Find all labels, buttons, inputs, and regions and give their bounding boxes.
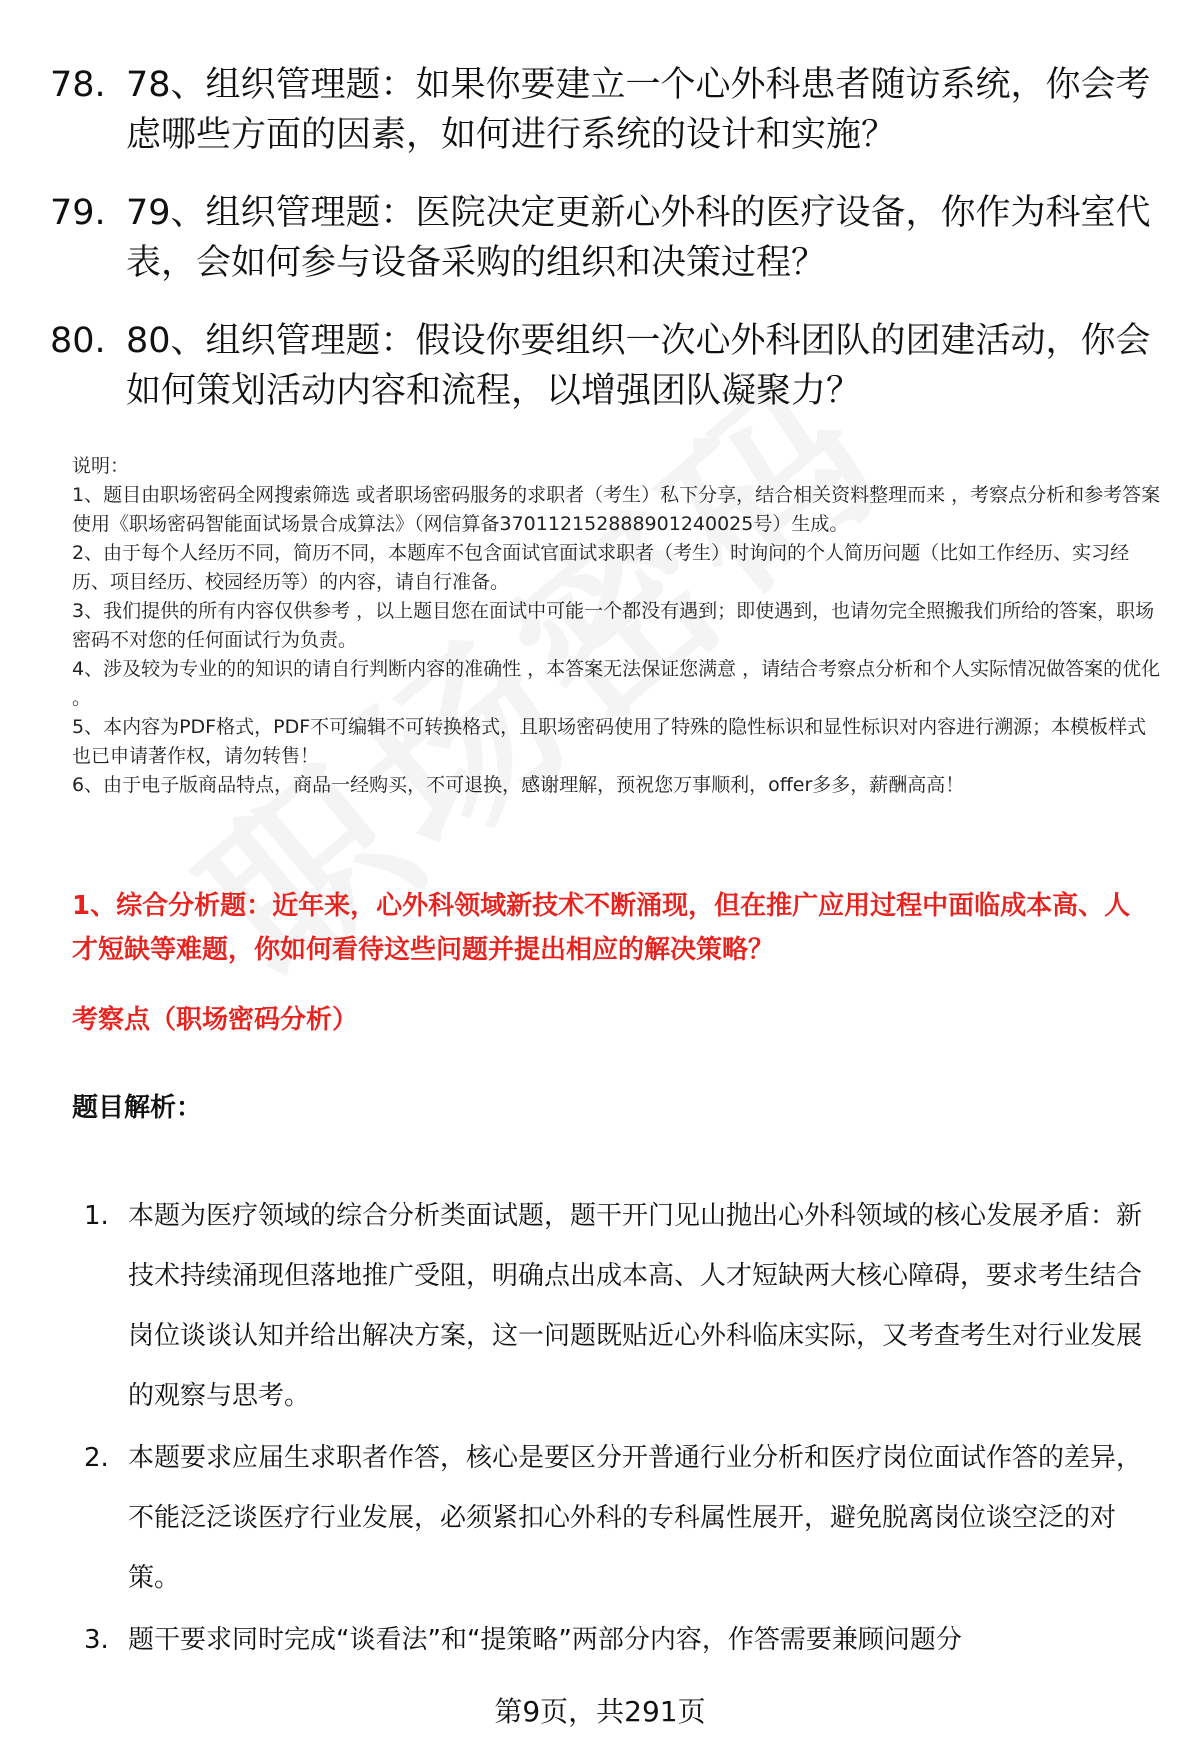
analysis-number: 1. [84,1201,109,1231]
note-item: 2、由于每个人经历不同，简历不同，本题库不包含面试官面试求职者（考生）时询问的个人简历问题（比如工作经历、实习经历、项目经历、校园经历等）的内容，请自行准备。 [72,542,1130,593]
note-item: 4、涉及较为专业的的知识的请自行判断内容的准确性 ，本答案无法保证您满意 ，请结合考察点分析和个人实际情况做答案的优化 。 [72,658,1161,709]
analysis-item [84,1428,1154,1608]
analysis-text: 题干要求同时完成“谈看法”和“提策略”两部分内容，作答需要兼顾问题分 [128,1625,962,1655]
exam-point-heading: 考察点（职场密码分析） [72,1005,359,1035]
question-heading: 1、综合分析题：近年来，心外科领域新技术不断涌现，但在推广应用过程中面临成本高、人才短缺等难题，你如何看待这些问题并提出相应的解决策略？ [72,891,1131,965]
question-text: 79、组织管理题：医院决定更新心外科的医疗设备，你作为科室代表，会如何参与设备采购的组织和决策过程？ [126,193,1151,283]
analysis-number: 3. [84,1625,109,1655]
question-text: 78、组织管理题：如果你要建立一个心外科患者随访系统，你会考虑哪些方面的因素，如何进行系统的设计和实施？ [126,65,1151,155]
analysis-item [84,1610,1154,1670]
analysis-heading: 题目解析： [72,1093,203,1123]
question-number: 80. [50,321,106,361]
analysis-list [84,1186,1154,1672]
question-number: 79. [50,193,106,233]
note-item: 3、我们提供的所有内容仅供参考 ，以上题目您在面试中可能一个都没有遇到；即使遇到，也请勿完全照搬我们所给的答案，职场密码不对您的任何面试行为负责。 [72,600,1155,651]
notes-block [72,452,1162,800]
question-item [50,188,1160,288]
note-item: 1、题目由职场密码全网搜索筛选 或者职场密码服务的求职者（考生）私下分享，结合相关资料整理而来 ，考察点分析和参考答案使用《职场密码智能面试场景合成算法》（网信算备370112152888901240025号）生成。 [72,484,1161,535]
notes-title: 说明： [72,455,130,477]
analysis-text: 本题要求应届生求职者作答，核心是要区分开普通行业分析和医疗岗位面试作答的差异，不能泛泛谈医疗行业发展，必须紧扣心外科的专科属性展开，避免脱离岗位谈空泛的对策。 [128,1443,1143,1593]
analysis-number: 2. [84,1443,109,1473]
question-item [50,316,1160,416]
question-list [50,60,1160,444]
note-item: 6、由于电子版商品特点，商品一经购买，不可退换，感谢理解，预祝您万事顺利，offer多多，薪酬高高！ [72,774,965,796]
note-item: 5、本内容为PDF格式，PDF不可编辑不可转换格式，且职场密码使用了特殊的隐性标识和显性标识对内容进行溯源；本模板样式也已申请著作权，请勿转售！ [72,716,1147,767]
question-text: 80、组织管理题：假设你要组织一次心外科团队的团建活动，你会如何策划活动内容和流程，以增强团队凝聚力？ [126,321,1151,411]
question-item [50,60,1160,160]
analysis-item [84,1186,1154,1426]
page-footer: 第9页，共291页 [494,1695,706,1728]
analysis-text: 本题为医疗领域的综合分析类面试题，题干开门见山抛出心外科领域的核心发展矛盾：新技术持续涌现但落地推广受阻，明确点出成本高、人才短缺两大核心障碍，要求考生结合岗位谈谈认知并给出解决方案，这一问题既贴近心外科临床实际，又考查考生对行业发展的观察与思考。 [128,1201,1143,1411]
question-number: 78. [50,65,106,105]
